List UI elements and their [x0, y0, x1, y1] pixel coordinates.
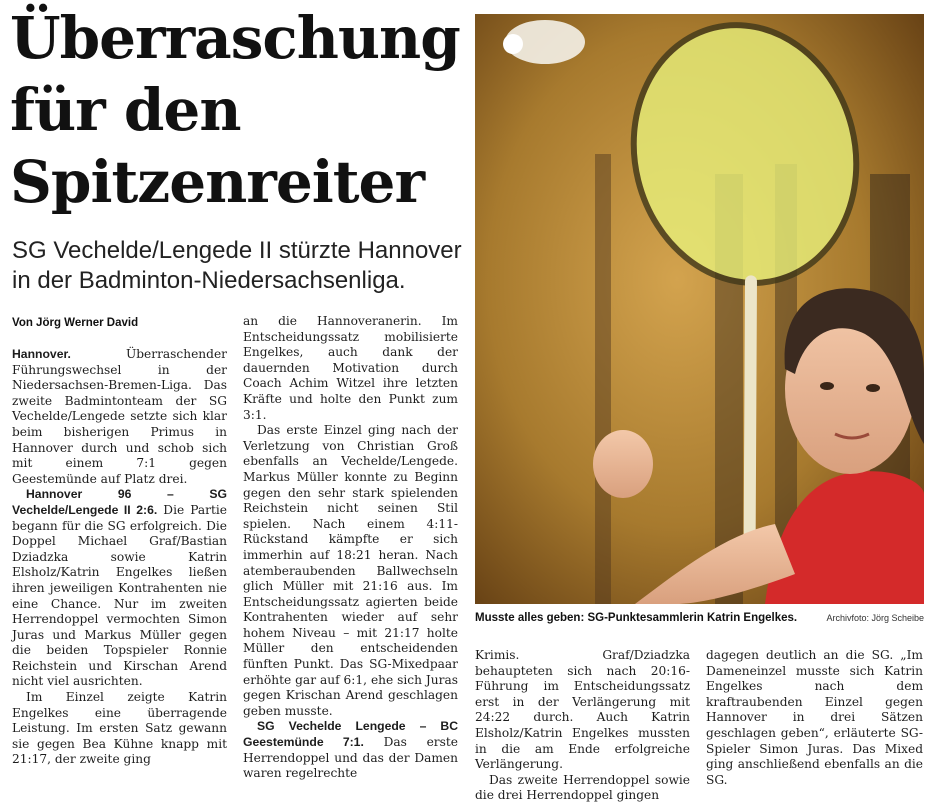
match-2-text-cont: Krimis. Graf/Dziadzka behaupteten sich nach 20:16-Führung im Entscheidungssatz erst in der Verlängerung mit 24:22 durch. Auch Katrin Elsholz/Katrin Engelkes mussten in die am Ende erfolgreiche Verlängerung.	[475, 648, 690, 772]
dateline: Hannover.	[12, 347, 71, 361]
badminton-photo	[475, 14, 924, 604]
paragraph-intro-text: Überraschender Führungswechsel in der Niedersachsen-Bremen-Liga. Das zweite Badmintonteam der SG Vechelde/Lengede setzte sich klar beim bisherigen Primus in Hannover durch und schob sich mit einem 7:1 gegen Geestemünde auf Platz drei.	[12, 347, 227, 486]
headline-line-1: Überraschung	[10, 4, 460, 72]
paragraph-einzel: Im Einzel zeigte Katrin Engelkes eine überragende Leistung. Im ersten Satz gewann sie gegen Bea Kühne knapp mit 21:17, der zweite ging	[12, 690, 227, 767]
article-column-2	[243, 314, 458, 782]
article-column-3	[475, 648, 690, 804]
article-column-1	[12, 347, 227, 768]
photo-credit: Archivfoto: Jörg Scheibe	[826, 613, 924, 623]
paragraph-match-1	[12, 487, 227, 690]
subheadline: SG Vechelde/Lengede II stürzte Hannover in der Badminton-Niedersachsenliga.	[12, 237, 462, 294]
photo-caption	[475, 612, 924, 624]
paragraph-intro	[12, 347, 227, 487]
match-1-text: Die Partie begann für die SG erfolgreich. Die Doppel Michael Graf/Bastian Dziadzka sowie Katrin Elsholz/Katrin Engelkes ließen ihren jeweiligen Kontrahenten nie eine Chance. Nur im zweiten Herrendoppel vermochten Simon Juras und Markus Müller gegen die beiden Topspieler Ronnie Reichstein und Kirschan Arend nicht viel ausrichten.	[12, 502, 227, 689]
match-2-text: Das erste Herrendoppel und das der Damen waren regelrechte	[243, 735, 458, 781]
paragraph-match-2	[243, 719, 458, 781]
article-column-4	[706, 648, 923, 788]
byline: Von Jörg Werner David	[12, 317, 139, 329]
headline-line-3: Spitzenreiter	[10, 148, 425, 216]
paragraph-einzel-cont: an die Hannoveranerin. Im Entscheidungssatz mobilisierte Engelkes, auch dank der dauernden Motivation durch Coach Achim Witzel ihre letzten Kräfte und holte den Punkt zum 3:1.	[243, 314, 458, 422]
match-1-heading: Hannover 96 – SG Vechelde/Lengede II 2:6.	[12, 487, 227, 517]
headline-line-2: für den	[10, 76, 241, 144]
paragraph-first-single: Das erste Einzel ging nach der Verletzung von Christian Groß ebenfalls an Vechelde/Lengede. Markus Müller konnte zu Beginn gegen den sehr stark spielenden Reichstein nicht seinen Stil spielen. Nach einem 4:11-Rückstand kämpfte er sich immerhin auf 18:21 heran. Nach atemberaubenden Ballwechseln glich Müller mit 21:16 aus. Im Entscheidungssatz agierten beide Kontrahenten wieder auf sehr hohem Niveau – mit 21:17 holte Müller den entscheidenden fünften Punkt. Das SG-Mixedpaar erhöhte gar auf 6:1, ehe sich Juras gegen Krischan Arend geschlagen geben musste.	[243, 423, 458, 718]
headline	[10, 2, 460, 218]
paragraph-closing-cont: dagegen deutlich an die SG. „Im Dameneinzel musste sich Katrin Engelkes nach dem kraftraubenden Einzel gegen Hannover in drei Sätzen geschlagen geben“, erläuterte SG-Spieler Simon Juras. Das Mixed ging anschließend ebenfalls an die SG.	[706, 648, 923, 787]
paragraph-closing: Das zweite Herrendoppel sowie die drei Herrendoppel gingen	[475, 772, 690, 803]
photo-illustration	[475, 14, 924, 604]
caption-text: Musste alles geben: SG-Punktesammlerin Katrin Engelkes.	[475, 612, 798, 624]
match-2-heading: SG Vechelde Lengede – BC Geestemünde 7:1.	[243, 719, 458, 750]
